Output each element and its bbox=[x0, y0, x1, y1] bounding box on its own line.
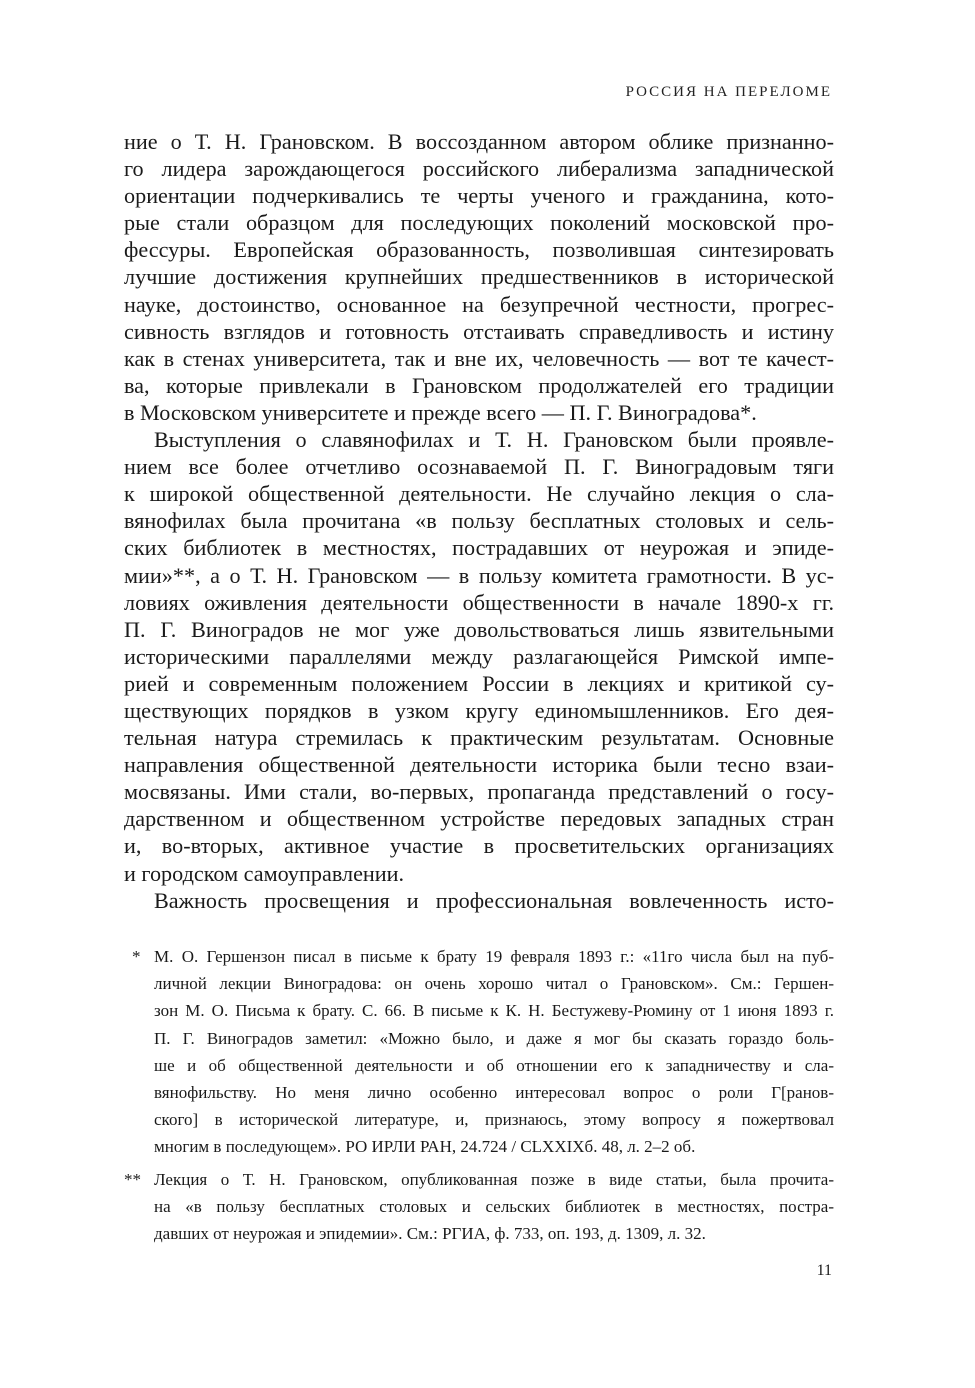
text-line: тельная натура стремилась к практическим результатам. Основные bbox=[124, 725, 834, 751]
text-line: Выступления о славянофилах и Т. Н. Грановском были проявле- bbox=[154, 427, 834, 453]
text-line: фессуры. Европейская образованность, позволившая синтезировать bbox=[124, 237, 834, 263]
text-line: дарственном и общественном устройстве передовых западных стран bbox=[124, 806, 834, 832]
footnotes bbox=[124, 943, 834, 1252]
text-line: к широкой общественной деятельности. Не случайно лекция о сла- bbox=[124, 481, 834, 507]
text-line: и, во-вторых, активное участие в просветительских организациях bbox=[124, 833, 834, 859]
text-line: Важность просвещения и профессиональная вовлеченность исто- bbox=[154, 887, 834, 913]
text-line: науке, достоинство, основанное на безупречной честности, прогрес- bbox=[124, 291, 834, 317]
text-line: ние о Т. Н. Грановском. В воссозданном автором облике признанно- bbox=[124, 129, 834, 154]
footnote bbox=[124, 943, 834, 1161]
text-line: ва, которые привлекали в Грановском продолжателей его традиции bbox=[124, 372, 834, 398]
footnote-line: М. О. Гершензон писал в письме к брату 19 февраля 1893 г.: «11го числа был на пуб- bbox=[154, 947, 834, 966]
text-line: го лидера зарождающегося российского либерализма западнической bbox=[124, 156, 834, 182]
text-line: как в стенах университета, так и вне их, человечность — вот те качест- bbox=[124, 345, 834, 371]
page-number: 11 bbox=[816, 1262, 832, 1279]
footnote-mark: ** bbox=[124, 1169, 141, 1189]
footnote-line: давших от неурожая и эпидемии». См.: РГИА, ф. 733, оп. 193, д. 1309, л. 32. bbox=[154, 1224, 706, 1244]
footnote-mark: * bbox=[132, 947, 141, 966]
footnote-line: многим в последующем». РО ИРЛИ РАН, 24.724 / CLXXIXб. 48, л. 2–2 об. bbox=[154, 1137, 696, 1157]
text-line: лучшие достижения крупнейших предшественников в исторической bbox=[124, 264, 834, 290]
text-line: ориентации подчеркивались те черты ученого и гражданина, кото- bbox=[124, 183, 834, 209]
footnote-line: П. Г. Виноградов заметил: «Можно было, и даже я мог бы сказать гораздо боль- bbox=[154, 1028, 834, 1048]
text-line: рией и современным положением России в лекциях и критикой су- bbox=[124, 670, 834, 696]
text-line: и городском самоуправлении. bbox=[124, 860, 405, 886]
text-line: в Московском университете и прежде всего — П. Г. Виноградова*. bbox=[124, 399, 757, 425]
footnote-line: Лекция о Т. Н. Грановском, опубликованная позже в виде статьи, была прочита- bbox=[154, 1169, 834, 1189]
text-line: историческими параллелями между разлагающейся Римской импе- bbox=[124, 643, 834, 669]
text-line: рые стали образцом для последующих поколений московской про- bbox=[124, 210, 834, 236]
footnote-line: на «в пользу бесплатных столовых и сельских библиотек в местностях, постра- bbox=[154, 1196, 834, 1216]
text-line: мосвязаны. Ими стали, во-первых, пропаганда представлений о госу- bbox=[124, 779, 834, 805]
text-line: нием все более отчетливо осознаваемой П. Г. Виноградовым тяги bbox=[124, 454, 834, 480]
footnote-line: зон М. О. Письма к брату. С. 66. В письме к К. Н. Бестужеву-Рюмину от 1 июня 1893 г. bbox=[154, 1001, 834, 1021]
text-line: сивность взглядов и готовность отстаивать справедливость и истину bbox=[124, 318, 834, 344]
text-line: направления общественной деятельности историка были тесно взаи- bbox=[124, 752, 834, 778]
text-line: мии»**, а о Т. Н. Грановском — в пользу комитета грамотности. В ус- bbox=[124, 562, 834, 588]
main-text bbox=[124, 128, 834, 914]
running-title: РОССИЯ НА ПЕРЕЛОМЕ bbox=[625, 84, 832, 100]
text-line: вянофилах была прочитана «в пользу бесплатных столовых и сель- bbox=[124, 508, 834, 534]
text-line: ских библиотек в местностях, пострадавших от неурожая и эпиде- bbox=[124, 535, 834, 561]
footnote-line: ского] в исторической литературе, и, признаюсь, этому вопросу я пожертвовал bbox=[154, 1110, 834, 1130]
footnote-line: вянофильству. Но меня лично особенно интересовал вопрос о роли Г[ранов- bbox=[154, 1083, 834, 1103]
text-line: ловиях оживления деятельности общественности в начале 1890-х гг. bbox=[124, 589, 834, 615]
text-line: ществующих порядков в узком кругу единомышленников. Его дея- bbox=[124, 697, 834, 723]
footnote bbox=[124, 1166, 834, 1248]
text-line: П. Г. Виноградов не мог уже довольствоваться лишь язвительными bbox=[124, 616, 834, 642]
footnote-line: личной лекции Виноградова: он очень хорошо читал о Грановском». См.: Гершен- bbox=[154, 974, 834, 994]
footnote-line: ше и об общественной деятельности и об отношении его к западничеству и сла- bbox=[154, 1055, 834, 1075]
